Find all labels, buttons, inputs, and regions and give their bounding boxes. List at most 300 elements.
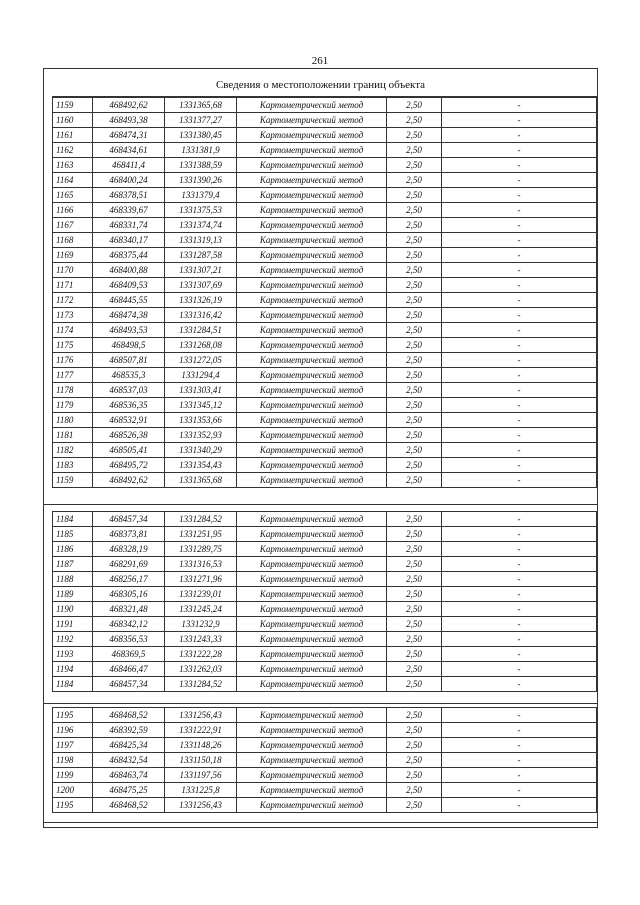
table-row: [53, 323, 597, 338]
accuracy-cell: 2,50: [387, 338, 442, 353]
description-cell: -: [442, 368, 597, 383]
coordinate-y-cell: 1331316,53: [165, 557, 237, 572]
coordinates-table-2: [52, 511, 597, 692]
determination-method-cell: Картометрический метод: [237, 647, 387, 662]
description-cell: -: [442, 323, 597, 338]
description-cell: -: [442, 188, 597, 203]
coordinate-x-cell: 468321,48: [93, 602, 165, 617]
determination-method-cell: Картометрический метод: [237, 128, 387, 143]
block-divider-1: [43, 504, 598, 505]
coordinate-y-cell: 1331365,68: [165, 98, 237, 113]
section-title: Сведения о местоположении границ объекта: [215, 79, 426, 91]
coordinate-y-cell: 1331150,18: [165, 753, 237, 768]
table-row: [53, 188, 597, 203]
coordinate-y-cell: 1331232,9: [165, 617, 237, 632]
page-number: 261: [311, 55, 329, 67]
point-number-cell: 1172: [53, 293, 93, 308]
determination-method-cell: Картометрический метод: [237, 458, 387, 473]
coordinate-y-cell: 1331222,28: [165, 647, 237, 662]
table-row: [53, 173, 597, 188]
table-row: [53, 662, 597, 677]
table-row: [53, 632, 597, 647]
accuracy-cell: 2,50: [387, 113, 442, 128]
table-row: [53, 383, 597, 398]
coordinate-y-cell: 1331284,52: [165, 512, 237, 527]
coordinate-y-cell: 1331307,21: [165, 263, 237, 278]
description-cell: -: [442, 753, 597, 768]
coordinate-y-cell: 1331352,93: [165, 428, 237, 443]
description-cell: -: [442, 338, 597, 353]
description-cell: -: [442, 203, 597, 218]
description-cell: -: [442, 158, 597, 173]
accuracy-cell: 2,50: [387, 723, 442, 738]
table-row: [53, 738, 597, 753]
determination-method-cell: Картометрический метод: [237, 263, 387, 278]
point-number-cell: 1178: [53, 383, 93, 398]
description-cell: -: [442, 647, 597, 662]
point-number-cell: 1165: [53, 188, 93, 203]
point-number-cell: 1171: [53, 278, 93, 293]
determination-method-cell: Картометрический метод: [237, 98, 387, 113]
determination-method-cell: Картометрический метод: [237, 308, 387, 323]
point-number-cell: 1159: [53, 98, 93, 113]
accuracy-cell: 2,50: [387, 443, 442, 458]
coordinate-x-cell: 468375,44: [93, 248, 165, 263]
coordinate-y-cell: 1331326,19: [165, 293, 237, 308]
table-row: [53, 203, 597, 218]
determination-method-cell: Картометрический метод: [237, 338, 387, 353]
point-number-cell: 1180: [53, 413, 93, 428]
coordinate-x-cell: 468532,91: [93, 413, 165, 428]
coordinate-x-cell: 468466,47: [93, 662, 165, 677]
point-number-cell: 1162: [53, 143, 93, 158]
determination-method-cell: Картометрический метод: [237, 572, 387, 587]
point-number-cell: 1175: [53, 338, 93, 353]
accuracy-cell: 2,50: [387, 308, 442, 323]
accuracy-cell: 2,50: [387, 512, 442, 527]
determination-method-cell: Картометрический метод: [237, 768, 387, 783]
accuracy-cell: 2,50: [387, 662, 442, 677]
coordinate-x-cell: 468356,53: [93, 632, 165, 647]
accuracy-cell: 2,50: [387, 98, 442, 113]
point-number-cell: 1194: [53, 662, 93, 677]
determination-method-cell: Картометрический метод: [237, 188, 387, 203]
coordinate-x-cell: 468305,16: [93, 587, 165, 602]
coordinate-y-cell: 1331222,91: [165, 723, 237, 738]
accuracy-cell: 2,50: [387, 587, 442, 602]
determination-method-cell: Картометрический метод: [237, 353, 387, 368]
description-cell: -: [442, 248, 597, 263]
coordinate-x-cell: 468492,62: [93, 98, 165, 113]
description-cell: -: [442, 98, 597, 113]
determination-method-cell: Картометрический метод: [237, 542, 387, 557]
coordinate-x-cell: 468505,41: [93, 443, 165, 458]
description-cell: -: [442, 542, 597, 557]
table-row: [53, 128, 597, 143]
accuracy-cell: 2,50: [387, 473, 442, 488]
coordinate-x-cell: 468378,51: [93, 188, 165, 203]
accuracy-cell: 2,50: [387, 263, 442, 278]
point-number-cell: 1170: [53, 263, 93, 278]
coordinate-x-cell: 468493,38: [93, 113, 165, 128]
table-row: [53, 512, 597, 527]
table-row: [53, 113, 597, 128]
description-cell: -: [442, 617, 597, 632]
table-row: [53, 398, 597, 413]
accuracy-cell: 2,50: [387, 647, 442, 662]
description-cell: -: [442, 783, 597, 798]
table-row: [53, 98, 597, 113]
accuracy-cell: 2,50: [387, 632, 442, 647]
point-number-cell: 1174: [53, 323, 93, 338]
determination-method-cell: Картометрический метод: [237, 738, 387, 753]
determination-method-cell: Картометрический метод: [237, 753, 387, 768]
point-number-cell: 1163: [53, 158, 93, 173]
accuracy-cell: 2,50: [387, 677, 442, 692]
coordinate-y-cell: 1331365,68: [165, 473, 237, 488]
coordinates-table-1: [52, 97, 597, 488]
accuracy-cell: 2,50: [387, 173, 442, 188]
coordinate-y-cell: 1331197,56: [165, 768, 237, 783]
coordinate-x-cell: 468507,81: [93, 353, 165, 368]
accuracy-cell: 2,50: [387, 158, 442, 173]
coordinate-x-cell: 468342,12: [93, 617, 165, 632]
determination-method-cell: Картометрический метод: [237, 587, 387, 602]
determination-method-cell: Картометрический метод: [237, 218, 387, 233]
point-number-cell: 1184: [53, 677, 93, 692]
determination-method-cell: Картометрический метод: [237, 512, 387, 527]
coordinate-y-cell: 1331289,75: [165, 542, 237, 557]
coordinate-x-cell: 468392,59: [93, 723, 165, 738]
table-row: [53, 572, 597, 587]
coordinate-x-cell: 468369,5: [93, 647, 165, 662]
coordinate-y-cell: 1331225,8: [165, 783, 237, 798]
accuracy-cell: 2,50: [387, 353, 442, 368]
coordinate-y-cell: 1331380,45: [165, 128, 237, 143]
coordinate-x-cell: 468537,03: [93, 383, 165, 398]
point-number-cell: 1182: [53, 443, 93, 458]
point-number-cell: 1195: [53, 798, 93, 813]
coordinate-y-cell: 1331374,74: [165, 218, 237, 233]
coordinate-y-cell: 1331375,53: [165, 203, 237, 218]
description-cell: -: [442, 768, 597, 783]
coordinate-x-cell: 468535,3: [93, 368, 165, 383]
table-row: [53, 263, 597, 278]
coordinate-x-cell: 468373,81: [93, 527, 165, 542]
determination-method-cell: Картометрический метод: [237, 233, 387, 248]
coordinate-y-cell: 1331239,01: [165, 587, 237, 602]
table-row: [53, 617, 597, 632]
determination-method-cell: Картометрический метод: [237, 708, 387, 723]
point-number-cell: 1164: [53, 173, 93, 188]
description-cell: -: [442, 233, 597, 248]
coordinate-y-cell: 1331316,42: [165, 308, 237, 323]
table-row: [53, 602, 597, 617]
coordinate-x-cell: 468409,53: [93, 278, 165, 293]
determination-method-cell: Картометрический метод: [237, 143, 387, 158]
point-number-cell: 1199: [53, 768, 93, 783]
description-cell: -: [442, 527, 597, 542]
coordinate-x-cell: 468526,38: [93, 428, 165, 443]
table-row: [53, 647, 597, 662]
coordinate-y-cell: 1331284,52: [165, 677, 237, 692]
accuracy-cell: 2,50: [387, 783, 442, 798]
table-row: [53, 368, 597, 383]
determination-method-cell: Картометрический метод: [237, 173, 387, 188]
table-row: [53, 338, 597, 353]
accuracy-cell: 2,50: [387, 233, 442, 248]
description-cell: -: [442, 398, 597, 413]
coordinate-x-cell: 468411,4: [93, 158, 165, 173]
point-number-cell: 1198: [53, 753, 93, 768]
coordinate-x-cell: 468400,24: [93, 173, 165, 188]
determination-method-cell: Картометрический метод: [237, 632, 387, 647]
coordinate-x-cell: 468331,74: [93, 218, 165, 233]
point-number-cell: 1181: [53, 428, 93, 443]
description-cell: -: [442, 677, 597, 692]
table-row: [53, 278, 597, 293]
determination-method-cell: Картометрический метод: [237, 602, 387, 617]
coordinate-y-cell: 1331268,08: [165, 338, 237, 353]
point-number-cell: 1176: [53, 353, 93, 368]
determination-method-cell: Картометрический метод: [237, 783, 387, 798]
description-cell: -: [442, 293, 597, 308]
description-cell: -: [442, 602, 597, 617]
accuracy-cell: 2,50: [387, 753, 442, 768]
accuracy-cell: 2,50: [387, 218, 442, 233]
determination-method-cell: Картометрический метод: [237, 383, 387, 398]
accuracy-cell: 2,50: [387, 738, 442, 753]
description-cell: -: [442, 128, 597, 143]
point-number-cell: 1196: [53, 723, 93, 738]
coordinate-x-cell: 468291,69: [93, 557, 165, 572]
accuracy-cell: 2,50: [387, 143, 442, 158]
point-number-cell: 1169: [53, 248, 93, 263]
table-row: [53, 143, 597, 158]
determination-method-cell: Картометрический метод: [237, 527, 387, 542]
accuracy-cell: 2,50: [387, 203, 442, 218]
point-number-cell: 1195: [53, 708, 93, 723]
table-row: [53, 783, 597, 798]
coordinate-x-cell: 468340,17: [93, 233, 165, 248]
point-number-cell: 1177: [53, 368, 93, 383]
coordinate-y-cell: 1331148,26: [165, 738, 237, 753]
determination-method-cell: Картометрический метод: [237, 113, 387, 128]
block-divider-2: [43, 703, 598, 704]
description-cell: -: [442, 263, 597, 278]
point-number-cell: 1197: [53, 738, 93, 753]
accuracy-cell: 2,50: [387, 542, 442, 557]
coordinates-table-3: [52, 707, 597, 813]
determination-method-cell: Картометрический метод: [237, 557, 387, 572]
determination-method-cell: Картометрический метод: [237, 677, 387, 692]
table-row: [53, 473, 597, 488]
accuracy-cell: 2,50: [387, 278, 442, 293]
description-cell: -: [442, 458, 597, 473]
description-cell: -: [442, 557, 597, 572]
accuracy-cell: 2,50: [387, 617, 442, 632]
determination-method-cell: Картометрический метод: [237, 323, 387, 338]
point-number-cell: 1168: [53, 233, 93, 248]
coordinate-x-cell: 468328,19: [93, 542, 165, 557]
accuracy-cell: 2,50: [387, 458, 442, 473]
point-number-cell: 1184: [53, 512, 93, 527]
point-number-cell: 1185: [53, 527, 93, 542]
determination-method-cell: Картометрический метод: [237, 617, 387, 632]
table-row: [53, 233, 597, 248]
coordinate-y-cell: 1331256,43: [165, 708, 237, 723]
determination-method-cell: Картометрический метод: [237, 398, 387, 413]
description-cell: -: [442, 632, 597, 647]
coordinate-y-cell: 1331245,24: [165, 602, 237, 617]
table-row: [53, 413, 597, 428]
coordinate-y-cell: 1331271,96: [165, 572, 237, 587]
coordinate-x-cell: 468457,34: [93, 512, 165, 527]
table-row: [53, 557, 597, 572]
accuracy-cell: 2,50: [387, 398, 442, 413]
determination-method-cell: Картометрический метод: [237, 413, 387, 428]
accuracy-cell: 2,50: [387, 383, 442, 398]
point-number-cell: 1183: [53, 458, 93, 473]
determination-method-cell: Картометрический метод: [237, 368, 387, 383]
description-cell: -: [442, 173, 597, 188]
determination-method-cell: Картометрический метод: [237, 278, 387, 293]
description-cell: -: [442, 572, 597, 587]
description-cell: -: [442, 278, 597, 293]
coordinate-x-cell: 468475,25: [93, 783, 165, 798]
description-cell: -: [442, 353, 597, 368]
table-row: [53, 218, 597, 233]
accuracy-cell: 2,50: [387, 413, 442, 428]
table-row: [53, 293, 597, 308]
description-cell: -: [442, 308, 597, 323]
description-cell: -: [442, 738, 597, 753]
coordinate-y-cell: 1331353,66: [165, 413, 237, 428]
coordinate-x-cell: 468468,52: [93, 798, 165, 813]
coordinate-y-cell: 1331390,26: [165, 173, 237, 188]
table-row: [53, 428, 597, 443]
determination-method-cell: Картометрический метод: [237, 473, 387, 488]
table-row: [53, 677, 597, 692]
coordinate-y-cell: 1331319,13: [165, 233, 237, 248]
table-row: [53, 753, 597, 768]
determination-method-cell: Картометрический метод: [237, 662, 387, 677]
accuracy-cell: 2,50: [387, 557, 442, 572]
description-cell: -: [442, 723, 597, 738]
accuracy-cell: 2,50: [387, 602, 442, 617]
point-number-cell: 1186: [53, 542, 93, 557]
point-number-cell: 1159: [53, 473, 93, 488]
accuracy-cell: 2,50: [387, 798, 442, 813]
description-cell: -: [442, 587, 597, 602]
description-cell: -: [442, 143, 597, 158]
table-row: [53, 458, 597, 473]
accuracy-cell: 2,50: [387, 188, 442, 203]
point-number-cell: 1167: [53, 218, 93, 233]
block-divider-3: [43, 822, 598, 823]
accuracy-cell: 2,50: [387, 248, 442, 263]
point-number-cell: 1187: [53, 557, 93, 572]
table-row: [53, 723, 597, 738]
coordinate-y-cell: 1331388,59: [165, 158, 237, 173]
accuracy-cell: 2,50: [387, 128, 442, 143]
table-row: [53, 353, 597, 368]
coordinate-y-cell: 1331354,43: [165, 458, 237, 473]
coordinate-y-cell: 1331243,33: [165, 632, 237, 647]
table-row: [53, 542, 597, 557]
point-number-cell: 1188: [53, 572, 93, 587]
table-row: [53, 587, 597, 602]
coordinate-y-cell: 1331381,9: [165, 143, 237, 158]
determination-method-cell: Картометрический метод: [237, 158, 387, 173]
determination-method-cell: Картометрический метод: [237, 248, 387, 263]
coordinate-x-cell: 468495,72: [93, 458, 165, 473]
accuracy-cell: 2,50: [387, 428, 442, 443]
description-cell: -: [442, 113, 597, 128]
description-cell: -: [442, 798, 597, 813]
point-number-cell: 1160: [53, 113, 93, 128]
accuracy-cell: 2,50: [387, 323, 442, 338]
coordinate-x-cell: 468457,34: [93, 677, 165, 692]
coordinate-y-cell: 1331379,4: [165, 188, 237, 203]
description-cell: -: [442, 218, 597, 233]
determination-method-cell: Картометрический метод: [237, 443, 387, 458]
table-row: [53, 798, 597, 813]
coordinate-x-cell: 468425,34: [93, 738, 165, 753]
accuracy-cell: 2,50: [387, 708, 442, 723]
accuracy-cell: 2,50: [387, 293, 442, 308]
description-cell: -: [442, 512, 597, 527]
coordinate-y-cell: 1331294,4: [165, 368, 237, 383]
point-number-cell: 1179: [53, 398, 93, 413]
coordinate-y-cell: 1331340,29: [165, 443, 237, 458]
coordinate-x-cell: 468498,5: [93, 338, 165, 353]
coordinate-x-cell: 468468,52: [93, 708, 165, 723]
coordinate-x-cell: 468463,74: [93, 768, 165, 783]
coordinate-x-cell: 468493,53: [93, 323, 165, 338]
determination-method-cell: Картометрический метод: [237, 293, 387, 308]
determination-method-cell: Картометрический метод: [237, 723, 387, 738]
description-cell: -: [442, 428, 597, 443]
accuracy-cell: 2,50: [387, 527, 442, 542]
coordinate-y-cell: 1331303,41: [165, 383, 237, 398]
coordinate-x-cell: 468536,35: [93, 398, 165, 413]
coordinate-x-cell: 468400,88: [93, 263, 165, 278]
table-row: [53, 308, 597, 323]
point-number-cell: 1190: [53, 602, 93, 617]
description-cell: -: [442, 708, 597, 723]
coordinate-y-cell: 1331256,43: [165, 798, 237, 813]
coordinate-y-cell: 1331272,05: [165, 353, 237, 368]
table-row: [53, 527, 597, 542]
coordinate-x-cell: 468492,62: [93, 473, 165, 488]
table-row: [53, 768, 597, 783]
coordinate-x-cell: 468474,38: [93, 308, 165, 323]
point-number-cell: 1161: [53, 128, 93, 143]
table-row: [53, 708, 597, 723]
table-row: [53, 158, 597, 173]
accuracy-cell: 2,50: [387, 768, 442, 783]
coordinate-x-cell: 468445,55: [93, 293, 165, 308]
coordinate-x-cell: 468474,31: [93, 128, 165, 143]
coordinate-y-cell: 1331345,12: [165, 398, 237, 413]
coordinate-y-cell: 1331284,51: [165, 323, 237, 338]
description-cell: -: [442, 473, 597, 488]
point-number-cell: 1192: [53, 632, 93, 647]
table-row: [53, 443, 597, 458]
point-number-cell: 1189: [53, 587, 93, 602]
point-number-cell: 1166: [53, 203, 93, 218]
